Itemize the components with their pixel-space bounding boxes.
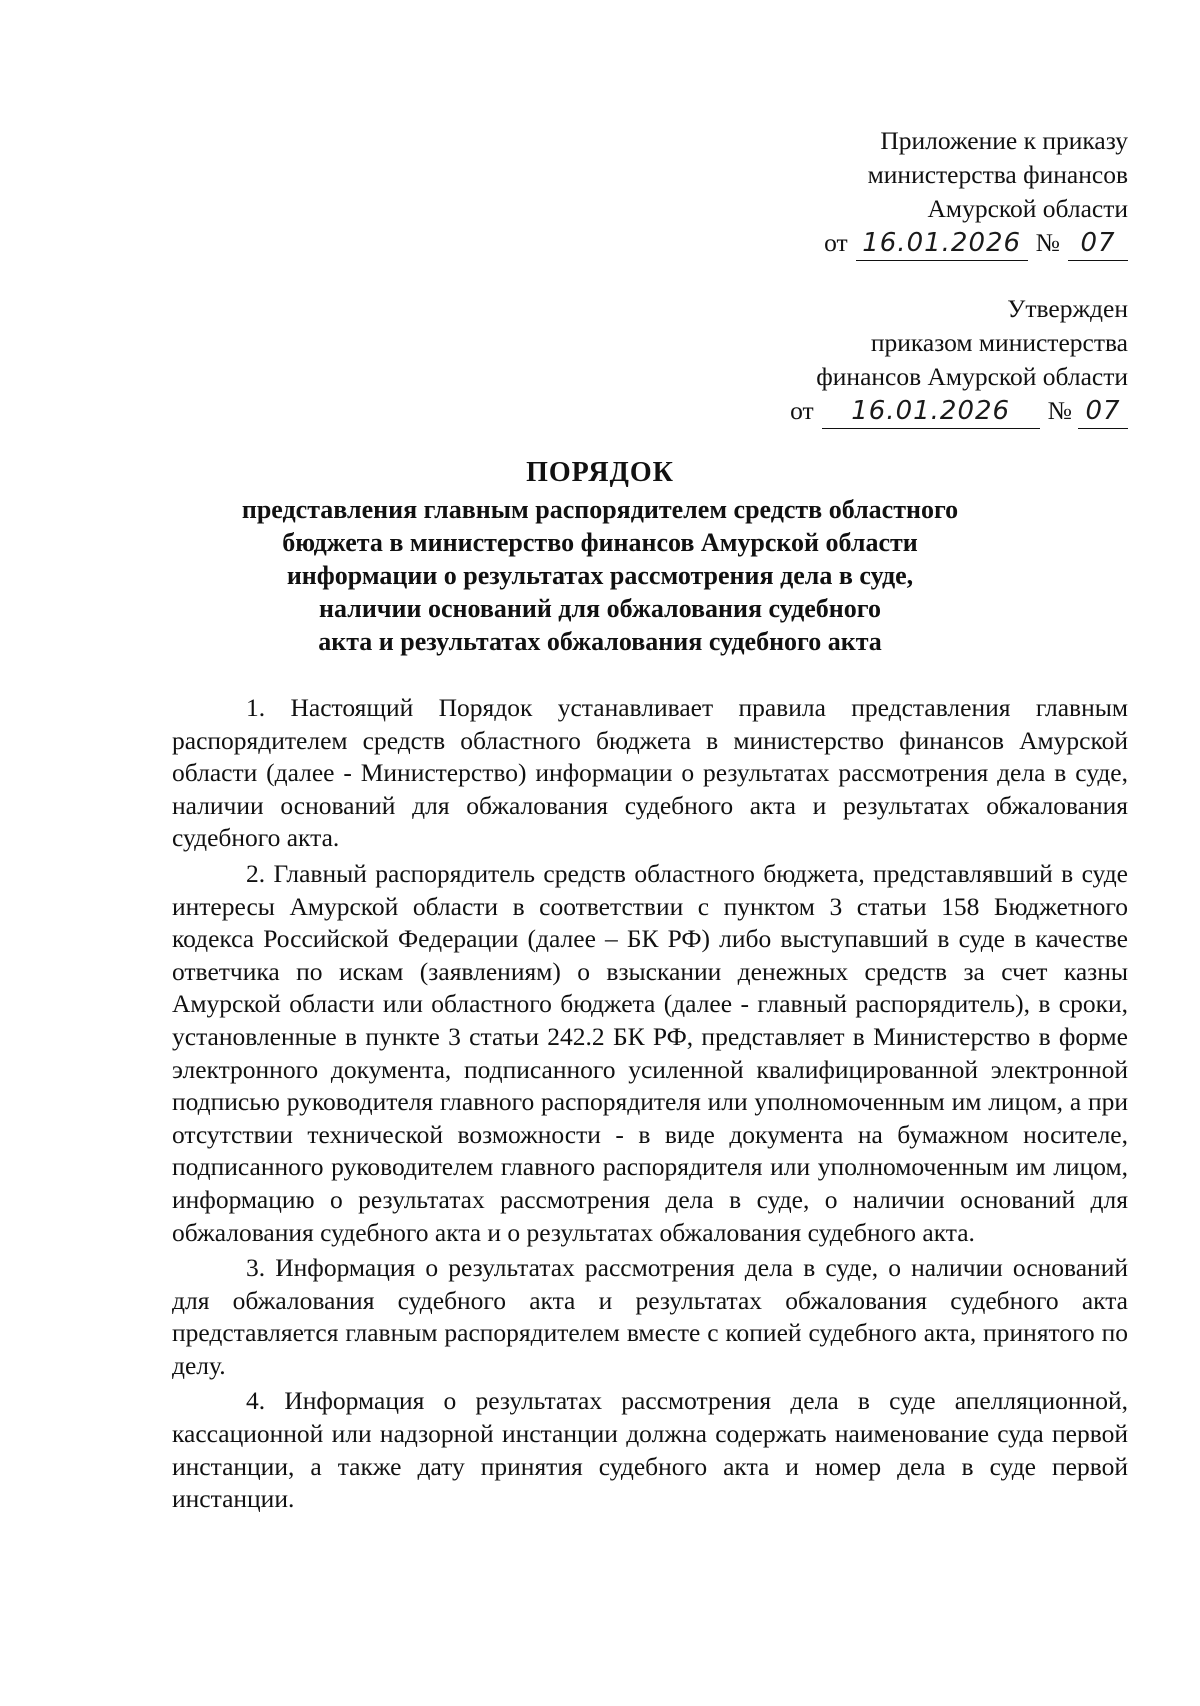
title-sub-line-2: бюджета в министерство финансов Амурской области [282,528,918,557]
appendix-line-1: Приложение к приказу [880,126,1128,155]
approved-date-value: 16.01.2026 [851,396,1011,426]
appendix-date-prefix: от [824,228,848,257]
approved-line-2: приказом министерства [870,328,1128,357]
title-sub-line-5: акта и результатах обжалования судебного акта [318,627,882,656]
appendix-date-value: 16.01.2026 [862,228,1022,258]
approved-line-1: Утвержден [1007,294,1128,323]
title-sub-line-3: информации о результатах рассмотрения дела в суде, [286,561,914,590]
document-body [172,692,1128,1516]
approved-date-field [822,398,1040,429]
paragraph-4: 4. Информация о результатах рассмотрения дела в суде апелляционной, кассационной или надзорной инстанции должна содержать наименование суда первой инстанции, а также дату принятия судебного акта и номер дела в суде первой инстанции. [172,1386,1128,1514]
document-title [140,456,1060,658]
appendix-date-line [608,226,1128,261]
approved-number-value: 07 [1085,396,1121,426]
paragraph-1: 1. Настоящий Порядок устанавливает правила представления главным распорядителем средств областного бюджета в министерство финансов Амурской области (далее - Министерство) информации о результатах рассмотрения дела в суде, наличии оснований для обжалования судебного акта и результатах обжалования судебного акта. [172,693,1128,853]
appendix-line-2: министерства финансов [867,160,1128,189]
approved-number-prefix: № [1047,396,1072,425]
title-main: ПОРЯДОК [526,457,674,488]
approved-date-prefix: от [790,396,814,425]
title-sub-line-4: наличии оснований для обжалования судебного [319,594,881,623]
approved-number-field [1078,398,1128,429]
appendix-number-value: 07 [1080,228,1116,258]
title-sub-line-1: представления главным распорядителем средств областного [241,495,959,524]
paragraph-2: 2. Главный распорядитель средств областного бюджета, представлявший в суде интересы Амурской области в соответствии с пунктом 3 статьи 158 Бюджетного кодекса Российской Федерации (далее – БК РФ) либо выступавший в суде в качестве ответчика по искам (заявлениям) о взыскании денежных средств за счет казны Амурской области или областного бюджета (далее - главный распорядитель), в сроки, установленные в пункте 3 статьи 242.2 БК РФ, представляет в Министерство в форме электронного документа, подписанного усиленной квалифицированной электронной подписью руководителя главного распорядителя или уполномоченным им лицом, а при отсутствии технической возможности - в виде документа на бумажном носителе, подписанного руководителем главного распорядителя или уполномоченным им лицом, информацию о результатах рассмотрения дела в суде, о наличии оснований для обжалования судебного акта и о результатах обжалования судебного акта. [172,858,1128,1247]
approved-header [608,292,1128,429]
paragraph-3: 3. Информация о результатах рассмотрения дела в суде, о наличии оснований для обжалования судебного акта и результатах обжалования судебного акта представляется главным распорядителем вместе с копией судебного акта, принятого по делу. [172,1253,1128,1380]
approved-line-3: финансов Амурской области [816,362,1128,391]
appendix-header [608,124,1128,261]
approved-date-line [608,394,1128,429]
appendix-date-field [856,230,1028,261]
appendix-line-3: Амурской области [927,194,1128,223]
appendix-number-field [1068,230,1128,261]
appendix-number-prefix: № [1035,228,1060,257]
